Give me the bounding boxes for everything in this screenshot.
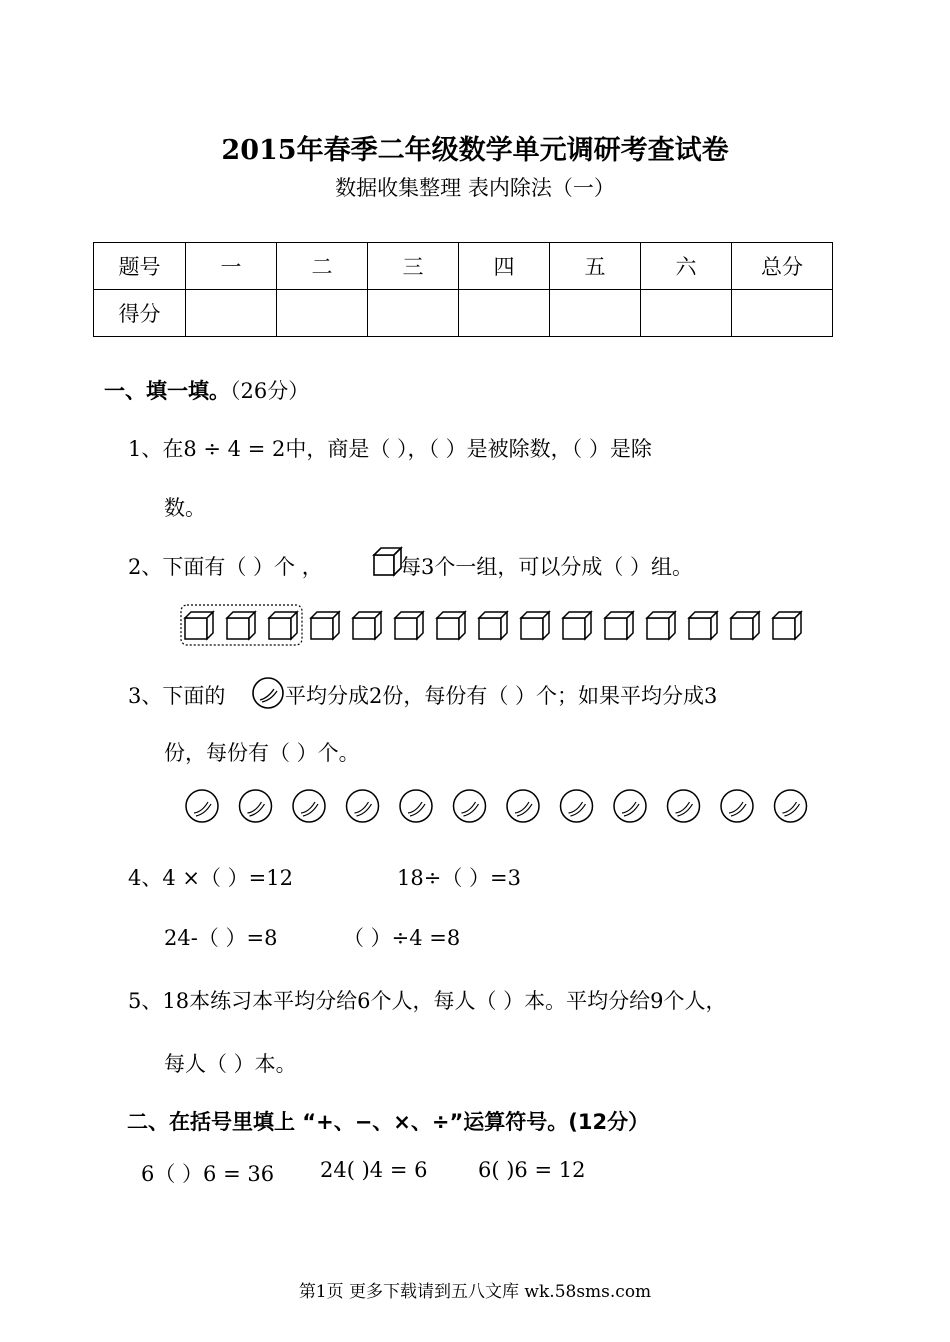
ball <box>721 790 753 822</box>
score-row-label: 得分 <box>94 290 186 337</box>
score-table-header-row <box>94 243 833 290</box>
ball <box>240 790 272 822</box>
ball <box>347 790 379 822</box>
q4-d: （ ）÷4 =8 <box>343 926 461 950</box>
ball <box>775 790 807 822</box>
cube <box>731 612 759 639</box>
score-input-cell[interactable] <box>641 290 732 337</box>
score-header-cell: 五 <box>550 243 641 290</box>
balls <box>186 790 807 822</box>
cube <box>521 612 549 639</box>
ball <box>614 790 646 822</box>
q2-part2: 每3个一组，可以分成（ ）组。 <box>400 555 694 579</box>
score-input-cell[interactable] <box>550 290 641 337</box>
cube <box>647 612 675 639</box>
q2-part1: 2、下面有（ ）个 ， <box>128 555 323 579</box>
page-subtitle: 数据收集整理 表内除法（一） <box>335 176 615 200</box>
cubes <box>185 612 801 639</box>
cube <box>227 612 255 639</box>
ball <box>561 790 593 822</box>
q1-line1: 1、在8 ÷ 4 = 2中，商是（ ），（ ）是被除数，（ ）是除 <box>128 437 652 461</box>
q3-part1: 3、下面的 <box>128 684 226 708</box>
score-header-cell: 四 <box>459 243 550 290</box>
cube-row <box>180 604 810 648</box>
q3-part2: 平均分成2份，每份有（ ）个；如果平均分成3 <box>285 684 718 708</box>
score-header-cell: 六 <box>641 243 732 290</box>
score-input-cell[interactable] <box>277 290 368 337</box>
cube <box>353 612 381 639</box>
score-header-cell: 题号 <box>94 243 186 290</box>
section1-heading-text: 一、填一填。 <box>104 379 230 403</box>
score-header-cell: 一 <box>186 243 277 290</box>
ball <box>293 790 325 822</box>
ball <box>454 790 486 822</box>
page-footer: 第1页 更多下载请到五八文库 wk.58sms.com <box>298 1282 652 1302</box>
cube <box>269 612 297 639</box>
section2-heading: 二、在括号里填上 “+、−、×、÷”运算符号。(12分） <box>127 1110 650 1134</box>
ball <box>186 790 218 822</box>
q5-line1: 5、18本练习本平均分给6个人，每人（ ）本。平均分给9个人， <box>128 989 727 1013</box>
section2-c: 6( )6 = 12 <box>478 1158 586 1182</box>
q4-c: 24-（ ）=8 <box>164 926 278 950</box>
cube <box>605 612 633 639</box>
score-input-cell[interactable] <box>368 290 459 337</box>
score-header-cell: 三 <box>368 243 459 290</box>
section1-heading <box>104 375 309 405</box>
cube <box>185 612 213 639</box>
page-title: 2015年春季二年级数学单元调研考查试卷 <box>221 135 729 166</box>
cube <box>689 612 717 639</box>
score-input-cell[interactable] <box>732 290 833 337</box>
cube <box>773 612 801 639</box>
ball <box>400 790 432 822</box>
score-table <box>93 242 833 337</box>
score-input-cell[interactable] <box>459 290 550 337</box>
section2-a: 6（ ）6 = 36 <box>141 1162 275 1186</box>
q4-a: 4、4 ×（ ）=12 <box>128 866 293 890</box>
score-table-score-row <box>94 290 833 337</box>
ball <box>507 790 539 822</box>
section2-b: 24( )4 = 6 <box>320 1158 428 1182</box>
cube <box>311 612 339 639</box>
q1-line2: 数。 <box>164 496 206 520</box>
q3-line2: 份，每份有（ ）个。 <box>164 741 360 765</box>
score-input-cell[interactable] <box>186 290 277 337</box>
ball-icon <box>252 676 286 710</box>
cube <box>563 612 591 639</box>
q4-b: 18÷（ ）=3 <box>397 866 521 890</box>
score-header-cell: 总分 <box>732 243 833 290</box>
ball <box>668 790 700 822</box>
ball-row <box>180 786 820 826</box>
cube <box>395 612 423 639</box>
cube <box>479 612 507 639</box>
section1-points: （26分） <box>230 379 310 403</box>
q5-line2: 每人（ ）本。 <box>164 1052 297 1076</box>
score-header-cell: 二 <box>277 243 368 290</box>
cube <box>437 612 465 639</box>
